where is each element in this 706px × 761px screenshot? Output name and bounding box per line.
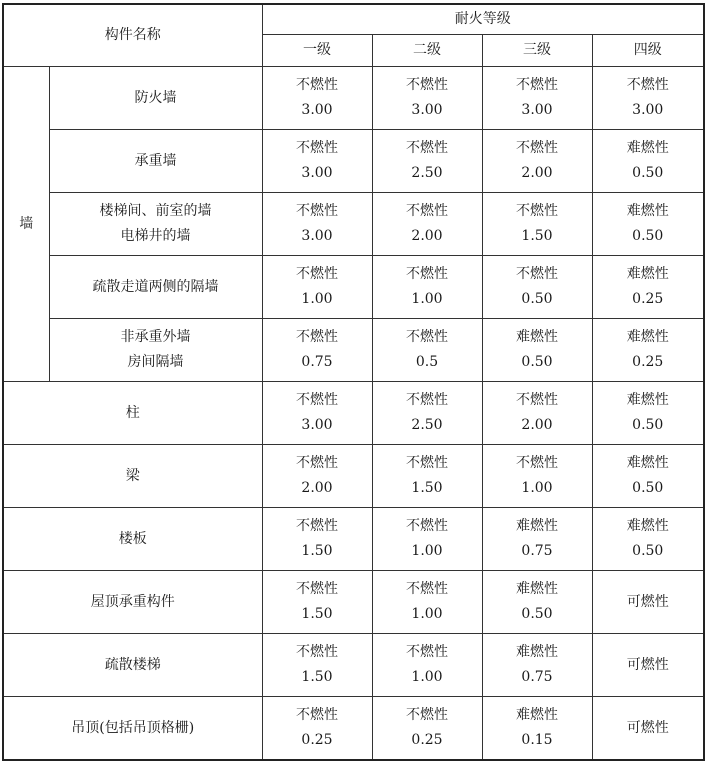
combustibility-text: 难燃性 — [516, 707, 558, 723]
rating-cell — [262, 67, 372, 130]
combustibility-text: 不燃性 — [296, 581, 338, 597]
component-name — [49, 193, 262, 256]
rating-cell — [372, 193, 482, 256]
component-name-line: 楼梯间、前室的墙 — [99, 203, 212, 219]
rating-cell — [592, 130, 704, 193]
component-name-line: 疏散走道两侧的隔墙 — [92, 278, 219, 295]
duration-hours-text: 2.50 — [411, 165, 443, 181]
combustibility-text: 不燃性 — [296, 392, 338, 408]
combustibility-text: 不燃性 — [516, 77, 558, 93]
rating-cell — [372, 571, 482, 634]
combustibility-text: 可燃性 — [626, 593, 669, 610]
duration-hours-text: 3.00 — [301, 417, 333, 433]
duration-hours-text: 3.00 — [632, 102, 664, 118]
combustibility-text: 难燃性 — [516, 518, 558, 534]
rating-cell — [592, 634, 704, 697]
rating-cell — [482, 319, 592, 382]
combustibility-text: 不燃性 — [296, 329, 338, 345]
duration-hours-text: 1.50 — [301, 606, 333, 622]
duration-hours-text: 1.00 — [411, 291, 443, 307]
duration-hours-text: 1.50 — [411, 480, 443, 496]
table-body — [3, 4, 704, 760]
duration-hours-text: 2.00 — [521, 417, 553, 433]
rating-cell — [372, 697, 482, 761]
rating-cell — [262, 445, 372, 508]
duration-hours-text: 1.00 — [301, 291, 333, 307]
duration-hours-text: 0.75 — [521, 543, 553, 559]
combustibility-text: 不燃性 — [296, 707, 338, 723]
combustibility-text: 不燃性 — [296, 518, 338, 534]
component-name — [49, 67, 262, 130]
table-row — [3, 193, 704, 256]
table-row — [3, 67, 704, 130]
rating-cell — [262, 634, 372, 697]
component-name-line: 房间隔墙 — [127, 354, 184, 370]
table-row — [3, 130, 704, 193]
duration-hours-text: 3.00 — [411, 102, 443, 118]
duration-hours-text: 1.00 — [411, 606, 443, 622]
rating-cell — [262, 130, 372, 193]
combustibility-text: 不燃性 — [406, 581, 448, 597]
combustibility-text: 不燃性 — [296, 644, 338, 660]
level-header: 一级 — [262, 35, 372, 67]
combustibility-text: 不燃性 — [296, 266, 338, 282]
duration-hours-text: 0.50 — [632, 543, 664, 559]
combustibility-text: 不燃性 — [516, 140, 558, 156]
rating-cell — [592, 319, 704, 382]
header-row-1 — [3, 4, 704, 35]
duration-hours-text: 2.00 — [301, 480, 333, 496]
rating-cell — [372, 256, 482, 319]
component-name: 楼板 — [3, 508, 262, 571]
combustibility-text: 不燃性 — [296, 203, 338, 219]
rating-cell — [592, 256, 704, 319]
rating-cell — [482, 130, 592, 193]
duration-hours-text: 0.50 — [632, 165, 664, 181]
component-name-line: 防火墙 — [134, 89, 177, 106]
combustibility-text: 不燃性 — [296, 455, 338, 471]
table-row — [3, 382, 704, 445]
combustibility-text: 难燃性 — [626, 329, 669, 345]
level-header: 四级 — [592, 35, 704, 67]
component-name-line: 承重墙 — [134, 152, 177, 169]
combustibility-text: 难燃性 — [516, 329, 558, 345]
table-row — [3, 319, 704, 382]
rating-cell — [372, 634, 482, 697]
rating-cell — [482, 508, 592, 571]
rating-cell — [482, 634, 592, 697]
combustibility-text: 难燃性 — [626, 518, 669, 534]
combustibility-text: 难燃性 — [626, 140, 669, 156]
duration-hours-text: 1.50 — [521, 228, 553, 244]
rating-cell — [262, 193, 372, 256]
level-header: 二级 — [372, 35, 482, 67]
rating-cell — [372, 67, 482, 130]
rating-cell — [482, 382, 592, 445]
combustibility-text: 不燃性 — [296, 140, 338, 156]
rating-cell — [262, 256, 372, 319]
combustibility-text: 不燃性 — [406, 203, 448, 219]
duration-hours-text: 0.75 — [301, 354, 333, 370]
duration-hours-text: 0.50 — [632, 228, 664, 244]
duration-hours-text: 0.50 — [521, 354, 553, 370]
duration-hours-text: 3.00 — [521, 102, 553, 118]
duration-hours-text: 3.00 — [301, 165, 333, 181]
rating-cell — [592, 67, 704, 130]
duration-hours-text: 2.00 — [411, 228, 443, 244]
combustibility-text: 不燃性 — [406, 140, 448, 156]
table-row — [3, 634, 704, 697]
rating-cell — [262, 697, 372, 761]
duration-hours-text: 0.50 — [632, 480, 664, 496]
rating-cell — [482, 193, 592, 256]
component-name-line: 非承重外墙 — [120, 329, 191, 345]
combustibility-text: 不燃性 — [406, 392, 448, 408]
duration-hours-text: 1.00 — [411, 669, 443, 685]
duration-hours-text: 0.25 — [632, 291, 664, 307]
fire-resistance-table — [2, 3, 705, 761]
component-name: 梁 — [3, 445, 262, 508]
duration-hours-text: 3.00 — [301, 228, 333, 244]
duration-hours-text: 0.75 — [521, 669, 553, 685]
combustibility-text: 不燃性 — [406, 455, 448, 471]
component-name — [49, 256, 262, 319]
fire-rating-header: 耐火等级 — [262, 4, 704, 35]
table-row — [3, 571, 704, 634]
rating-cell — [482, 67, 592, 130]
combustibility-text: 难燃性 — [626, 455, 669, 471]
duration-hours-text: 0.25 — [411, 732, 443, 748]
duration-hours-text: 0.50 — [521, 606, 553, 622]
combustibility-text: 不燃性 — [406, 77, 448, 93]
rating-cell — [372, 382, 482, 445]
combustibility-text: 不燃性 — [406, 518, 448, 534]
duration-hours-text: 0.25 — [301, 732, 333, 748]
rating-cell — [262, 382, 372, 445]
duration-hours-text: 0.15 — [521, 732, 553, 748]
component-name: 疏散楼梯 — [3, 634, 262, 697]
duration-hours-text: 1.50 — [301, 543, 333, 559]
duration-hours-text: 2.50 — [411, 417, 443, 433]
rating-cell — [372, 319, 482, 382]
combustibility-text: 不燃性 — [516, 266, 558, 282]
rating-cell — [372, 130, 482, 193]
component-name — [49, 319, 262, 382]
combustibility-text: 不燃性 — [516, 455, 558, 471]
combustibility-text: 不燃性 — [296, 77, 338, 93]
level-header: 三级 — [482, 35, 592, 67]
combustibility-text: 不燃性 — [626, 77, 669, 93]
rating-cell — [262, 508, 372, 571]
rating-cell — [592, 508, 704, 571]
component-name-line: 电梯井的墙 — [120, 228, 191, 244]
duration-hours-text: 3.00 — [301, 102, 333, 118]
rating-cell — [372, 508, 482, 571]
combustibility-text: 可燃性 — [626, 719, 669, 736]
table-row — [3, 508, 704, 571]
wall-group-label: 墙 — [3, 67, 49, 382]
rating-cell — [592, 571, 704, 634]
combustibility-text: 难燃性 — [516, 644, 558, 660]
rating-cell — [592, 193, 704, 256]
combustibility-text: 难燃性 — [626, 203, 669, 219]
duration-hours-text: 1.00 — [411, 543, 443, 559]
rating-cell — [262, 571, 372, 634]
combustibility-text: 难燃性 — [626, 392, 669, 408]
combustibility-text: 不燃性 — [406, 644, 448, 660]
table-row — [3, 256, 704, 319]
combustibility-text: 难燃性 — [516, 581, 558, 597]
component-name: 柱 — [3, 382, 262, 445]
combustibility-text: 不燃性 — [406, 707, 448, 723]
combustibility-text: 不燃性 — [516, 203, 558, 219]
component-name: 吊顶(包括吊顶格栅) — [3, 697, 262, 761]
combustibility-text: 可燃性 — [626, 656, 669, 673]
rating-cell — [482, 445, 592, 508]
duration-hours-text: 0.5 — [415, 354, 439, 370]
rating-cell — [482, 697, 592, 761]
component-name — [49, 130, 262, 193]
combustibility-text: 难燃性 — [626, 266, 669, 282]
combustibility-text: 不燃性 — [406, 266, 448, 282]
combustibility-text: 不燃性 — [516, 392, 558, 408]
duration-hours-text: 0.50 — [521, 291, 553, 307]
duration-hours-text: 2.00 — [521, 165, 553, 181]
rating-cell — [592, 697, 704, 761]
rating-cell — [372, 445, 482, 508]
component-name: 屋顶承重构件 — [3, 571, 262, 634]
rating-cell — [262, 319, 372, 382]
duration-hours-text: 1.50 — [301, 669, 333, 685]
duration-hours-text: 1.00 — [521, 480, 553, 496]
table-row — [3, 697, 704, 761]
table-row — [3, 445, 704, 508]
rating-cell — [592, 382, 704, 445]
duration-hours-text: 0.50 — [632, 417, 664, 433]
rating-cell — [482, 256, 592, 319]
rating-cell — [482, 571, 592, 634]
rating-cell — [592, 445, 704, 508]
component-name-header: 构件名称 — [3, 4, 262, 67]
combustibility-text: 不燃性 — [406, 329, 448, 345]
duration-hours-text: 0.25 — [632, 354, 664, 370]
